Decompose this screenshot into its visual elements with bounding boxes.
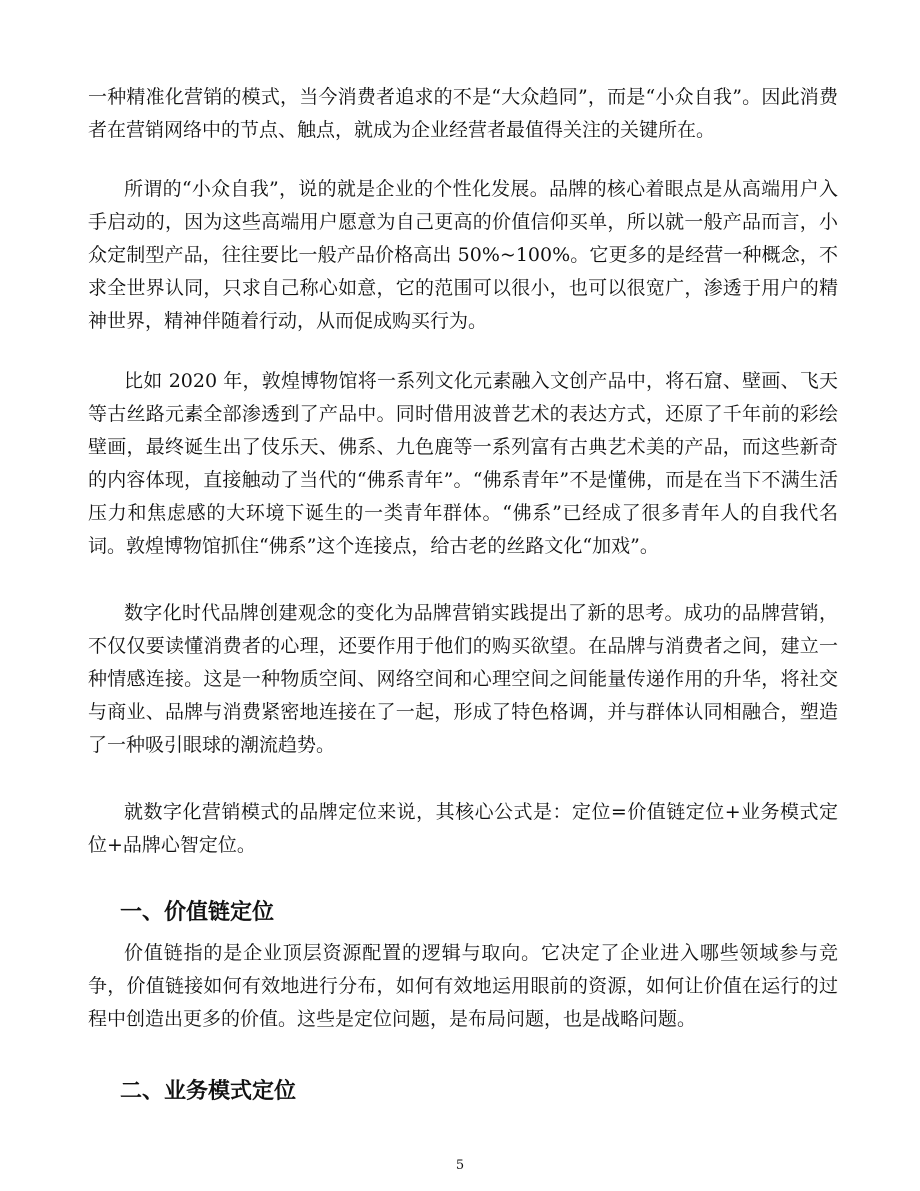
paragraph-value-chain: 价值链指的是企业顶层资源配置的逻辑与取向。它决定了企业进入哪些领域参与竞争，价值链接如何有效地进行分布，如何有效地运用眼前的资源，如何让价值在运行的过程中创造出更多的价值。这些是定位问题，是布局问题，也是战略问题。 xyxy=(88,942,838,1030)
paragraph-digital-branding: 数字化时代品牌创建观念的变化为品牌营销实践提出了新的思考。成功的品牌营销，不仅仅要读懂消费者的心理，还要作用于他们的购买欲望。在品牌与消费者之间，建立一种情感连接。这是一种物质空间、网络空间和心理空间之间能量传递作用的升华，将社交与商业、品牌与消费紧密地连接在了一起，形成了特色格调，并与群体认同相融合，塑造了一种吸引眼球的潮流趋势。 xyxy=(88,602,838,756)
paragraph-intro: 一种精准化营销的模式，当今消费者追求的不是“大众趋同”，而是“小众自我”。因此消费者在营销网络中的节点、触点，就成为企业经营者最值得关注的关键所在。 xyxy=(88,86,838,141)
paragraph-dunhuang-example: 比如 2020 年，敦煌博物馆将一系列文化元素融入文创产品中，将石窟、壁画、飞天等古丝路元素全部渗透到了产品中。同时借用波普艺术的表达方式，还原了千年前的彩绘壁画，最终诞生出了伎乐天、佛系、九色鹿等一系列富有古典艺术美的产品，而这些新奇的内容体现，直接触动了当代的“佛系青年”。“佛系青年”不是懂佛，而是在当下不满生活压力和焦虑感的大环境下诞生的一类青年群体。“佛系”已经成了很多青年人的自我代名词。敦煌博物馆抓住“佛系”这个连接点，给古老的丝路文化“加戏”。 xyxy=(88,370,838,557)
page-number: 5 xyxy=(455,1158,465,1173)
section-heading-business-model: 二、业务模式定位 xyxy=(120,1079,297,1104)
paragraph-niche-self: 所谓的“小众自我”，说的就是企业的个性化发展。品牌的核心着眼点是从高端用户入手启动的，因为这些高端用户愿意为自己更高的价值信仰买单，所以就一般产品而言，小众定制型产品，往往要比一般产品价格高出 50%~100%。它更多的是经营一种概念，不求全世界认同，只求自己称心如意，它的范围可以很小，也可以很宽广，渗透于用户的精神世界，精神伴随着行动，从而促成购买行为。 xyxy=(88,178,838,332)
section-heading-value-chain: 一、价值链定位 xyxy=(120,900,275,925)
paragraph-positioning-formula: 就数字化营销模式的品牌定位来说，其核心公式是：定位=价值链定位+业务模式定位+品牌心智定位。 xyxy=(88,801,838,856)
